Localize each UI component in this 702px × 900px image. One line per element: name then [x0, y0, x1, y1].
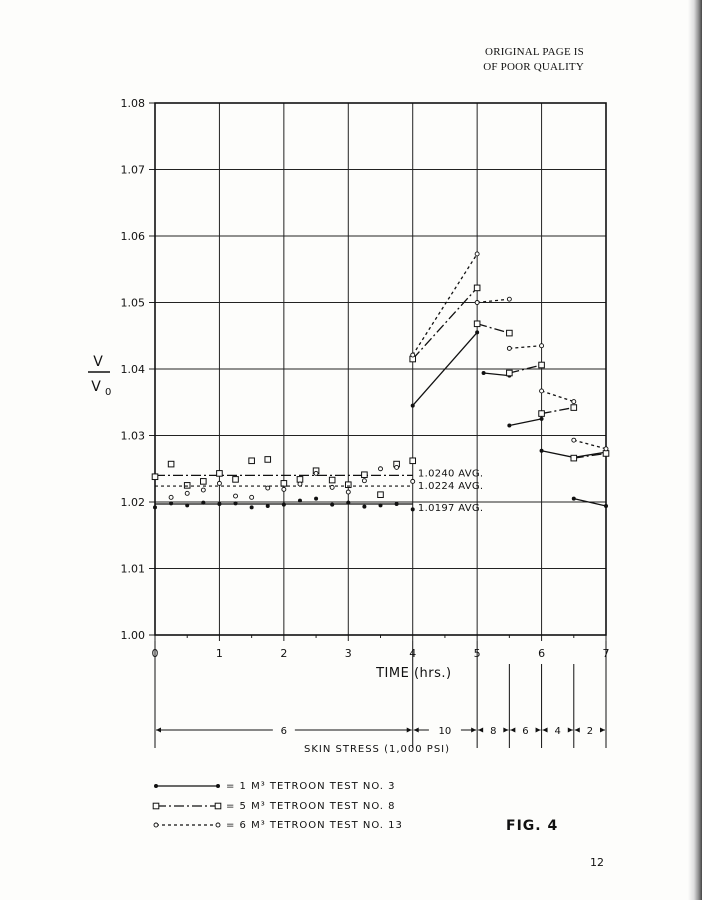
data-point	[184, 483, 190, 489]
avg-annotation: 1.0224 AVG.	[417, 481, 484, 493]
data-point	[266, 486, 270, 490]
data-point	[539, 362, 545, 368]
data-point	[410, 458, 416, 464]
stress-value-label: 6	[280, 726, 288, 737]
data-point	[540, 449, 544, 453]
data-point	[217, 481, 221, 485]
y-tick-label: 1.02	[120, 496, 145, 509]
legend-entry	[152, 778, 396, 794]
data-point	[330, 485, 334, 489]
y-tick-label: 1.05	[120, 296, 145, 310]
data-point	[475, 301, 479, 305]
data-point	[249, 458, 255, 464]
data-point	[474, 285, 480, 291]
data-point	[571, 405, 577, 411]
stress-arrow-head	[510, 728, 515, 733]
data-point	[507, 424, 511, 428]
series-segment	[574, 440, 606, 449]
x-tick-label: 1	[215, 647, 223, 660]
data-point	[329, 477, 335, 483]
data-point	[169, 501, 173, 505]
data-point	[153, 505, 157, 509]
legend-swatch	[152, 819, 222, 831]
data-point	[281, 481, 287, 487]
data-point	[482, 371, 486, 375]
y-tick-label: 1.00	[120, 629, 145, 642]
page-number: 12	[590, 856, 604, 869]
avg-annotation: 1.0240 AVG.	[417, 468, 484, 480]
stress-value-label: 8	[490, 726, 497, 737]
stress-value-label: 4	[554, 726, 561, 737]
data-point	[314, 471, 318, 475]
legend-label: = 1 M³ TETROON TEST NO. 3	[226, 780, 396, 792]
legend-marker	[215, 803, 221, 809]
data-point	[266, 504, 270, 508]
data-point	[507, 297, 511, 301]
data-point	[572, 438, 576, 442]
scan-edge-shadow	[688, 0, 702, 900]
data-point	[474, 321, 480, 327]
series-segment	[413, 288, 477, 359]
legend-label: = 6 M³ TETROON TEST NO. 13	[226, 819, 403, 831]
data-point	[395, 465, 399, 469]
data-point	[572, 400, 576, 404]
data-point	[282, 487, 286, 491]
data-point	[603, 451, 609, 457]
series-3	[155, 252, 608, 499]
series-segment	[542, 408, 574, 414]
data-point	[475, 330, 479, 334]
legend-entry	[152, 798, 396, 814]
legend-marker	[153, 803, 159, 809]
data-point	[346, 501, 350, 505]
data-point	[217, 471, 223, 477]
stress-arrow-head	[568, 728, 573, 733]
y-axis-label-numerator: V	[93, 354, 103, 370]
data-point	[346, 490, 350, 494]
data-point	[411, 404, 415, 408]
data-point	[507, 346, 511, 350]
y-tick-label: 1.03	[120, 429, 145, 443]
data-point	[185, 491, 189, 495]
stress-arrow-head	[156, 728, 161, 733]
data-point	[604, 504, 608, 508]
y-tick-label: 1.01	[120, 562, 145, 576]
data-point	[507, 370, 513, 376]
y-tick-label: 1.07	[120, 163, 145, 177]
stress-arrow-head	[407, 728, 412, 733]
data-point	[297, 477, 303, 483]
stress-arrow-head	[575, 728, 580, 733]
y-axis-label-subscript: 0	[105, 387, 112, 398]
data-point	[314, 497, 318, 501]
x-tick-label: 7	[602, 647, 610, 660]
data-point	[233, 477, 239, 483]
data-point	[604, 447, 608, 451]
header-line-2: OF POOR QUALITY	[483, 61, 584, 73]
stress-value-label: 6	[522, 726, 529, 737]
stress-arrow-head	[543, 728, 548, 733]
series-segment	[509, 346, 541, 349]
data-point	[234, 494, 238, 498]
data-point	[201, 479, 207, 485]
data-point	[201, 488, 205, 492]
data-point	[379, 467, 383, 471]
data-point	[540, 417, 544, 421]
y-axis-label-denominator: V	[91, 379, 101, 395]
legend-marker	[154, 823, 158, 827]
data-point	[378, 492, 384, 498]
data-point	[250, 505, 254, 509]
series-segment	[484, 373, 510, 376]
legend-marker	[216, 823, 220, 827]
x-tick-label: 0	[151, 647, 159, 660]
data-point	[379, 503, 383, 507]
data-point	[540, 389, 544, 393]
data-point	[411, 507, 415, 511]
data-point	[330, 503, 334, 507]
stress-arrow-head	[600, 728, 605, 733]
y-tick-label: 1.04	[120, 363, 145, 376]
series-segment	[509, 419, 541, 426]
legend-marker	[216, 784, 220, 788]
stress-value-label: 10	[438, 726, 452, 737]
y-tick-label: 1.08	[120, 97, 145, 110]
header-line-1: ORIGINAL PAGE IS	[485, 46, 584, 58]
series-segment	[413, 254, 477, 355]
data-point	[539, 411, 545, 417]
data-point	[540, 344, 544, 348]
legend-swatch	[152, 800, 222, 812]
data-point	[395, 502, 399, 506]
data-point	[168, 461, 174, 467]
stress-arrow-head	[414, 728, 419, 733]
data-point	[265, 457, 271, 463]
legend-label: = 5 M³ TETROON TEST NO. 8	[226, 800, 396, 812]
data-point	[475, 252, 479, 256]
series-segment	[477, 324, 509, 333]
x-tick-label: 3	[344, 647, 352, 660]
stress-arrow-head	[478, 728, 483, 733]
skin-stress-label: SKIN STRESS (1,000 PSI)	[303, 744, 451, 755]
data-point	[362, 472, 368, 478]
data-point	[362, 505, 366, 509]
stress-arrow-head	[503, 728, 508, 733]
data-point	[571, 455, 577, 461]
data-point	[250, 495, 254, 499]
x-tick-label: 2	[280, 647, 288, 660]
stress-value-label: 2	[586, 726, 594, 737]
y-tick-label: 1.06	[120, 230, 145, 243]
data-point	[298, 482, 302, 486]
legend-marker	[154, 784, 158, 788]
series-segment	[542, 391, 574, 402]
data-point	[169, 495, 173, 499]
data-point	[201, 501, 205, 505]
data-point	[152, 474, 158, 480]
data-point	[217, 502, 221, 506]
data-point	[345, 482, 351, 488]
avg-annotation: 1.0197 AVG.	[417, 502, 484, 514]
data-point	[282, 503, 286, 507]
data-point	[185, 503, 189, 507]
data-point	[411, 353, 415, 357]
legend-entry	[152, 817, 403, 833]
legend-swatch	[152, 780, 222, 792]
figure-label: FIG. 4	[506, 818, 559, 834]
x-tick-label: 4	[409, 647, 417, 660]
stress-arrow-head	[536, 728, 541, 733]
x-tick-label: 6	[538, 647, 546, 660]
data-point	[362, 479, 366, 483]
data-point	[234, 501, 238, 505]
data-point	[572, 497, 576, 501]
stress-arrow-head	[471, 728, 476, 733]
x-tick-label: 5	[473, 647, 481, 660]
x-axis-label: TIME (hrs.)	[376, 666, 452, 681]
data-point	[411, 479, 415, 483]
data-point	[298, 499, 302, 503]
data-point	[507, 330, 513, 336]
